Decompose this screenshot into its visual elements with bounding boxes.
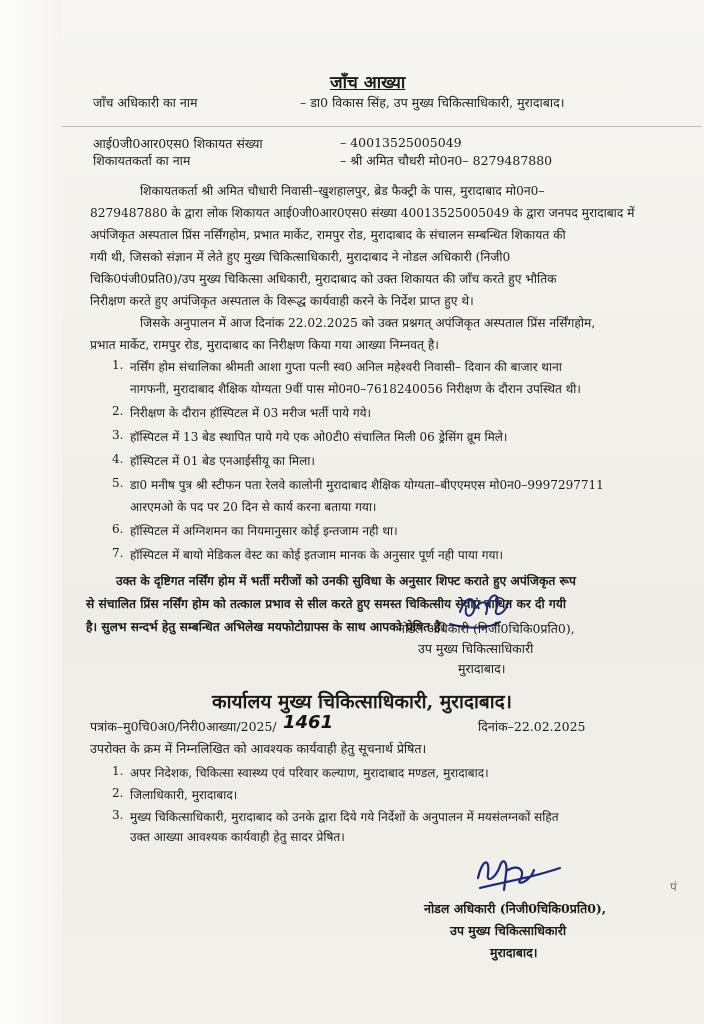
para-line: गयी थी, जिसको संज्ञान में लेते हुए मुख्य चिकित्साधिकारी, मुरादाबाद ने नोडल अधिकारी (निजी0 — [90, 250, 511, 264]
office-heading: कार्यालय मुख्य चिकित्साधिकारी, मुरादाबाद। — [212, 691, 512, 713]
recipient-1-num: 1. — [112, 764, 124, 778]
para-line: जिसके अनुपालन में आज दिनांक 22.02.2025 को उक्त प्रश्नगत् अपंजिकृत अस्पताल प्रिंस नर्सिंगहोम, — [140, 316, 596, 330]
signature2-line1: नोडल अधिकारी (निजी0चिकि0प्रति0), — [424, 901, 607, 916]
recipient-1: अपर निदेशक, चिकित्सा स्वास्थ्य एवं परिवार कल्याण, मुरादाबाद मण्डल, मुरादाबाद। — [130, 766, 489, 780]
complaint-no-value: – 40013525005049 — [340, 135, 462, 150]
finding-3: हॉस्पिटल में 13 बेड स्थापित पाये गये एक ओ0टी0 संचालित मिली 06 ड्रेसिंग व्रूम मिले। — [130, 430, 508, 444]
para-line: 8279487880 के द्वारा लोक शिकायत आई0जी0आर0एस0 संख्या 40013525005049 के द्वारा जनपद मुरादाबाद में — [90, 206, 635, 220]
recipient-3-num: 3. — [112, 808, 124, 822]
para-line: अपंजिकृत अस्पताल प्रिंस नर्सिंगहोम, प्रभात मार्केट, रामपुर रोड, मुरादाबाद के संचालन सम्बन्धित शिकायत की — [90, 228, 566, 242]
finding-4-num: 4. — [112, 452, 124, 466]
letter-date: दिनांक–22.02.2025 — [478, 719, 586, 734]
para-line: चिकि0पंजी0प्रति0)/उप मुख्य चिकित्सा अधिकारी, मुरादाबाद को उक्त शिकायत की जाँच करते हुए भौतिक — [90, 272, 557, 286]
recipient-2: जिलाधिकारी, मुरादाबाद। — [130, 788, 238, 802]
para-line: निरीक्षण करते हुए अपंजिकृत अस्पताल के विरूद्ध कार्यवाही करने के निर्देश प्राप्त हुए थे। — [90, 294, 474, 308]
complainant-label: शिकायतकर्ता का नाम — [93, 153, 191, 168]
complaint-no-label: आई0जी0आर0एस0 शिकायत संख्या — [93, 136, 263, 151]
finding-4: हॉस्पिटल में 01 बेड एनआईसीयू का मिला। — [130, 454, 315, 468]
forward-text: उपरोक्त के क्रम में निम्नलिखित को आवश्यक कार्यवाही हेतु सूचनार्थ प्रेषित। — [90, 741, 427, 756]
signature1-line3: मुरादाबाद। — [458, 661, 506, 676]
finding-1-line2: नागफनी, मुरादाबाद शैक्षिक योग्यता 9वीं पास मो0न0–7618240056 निरीक्षण के दौरान उपस्थित थी। — [130, 382, 581, 396]
signature1-line1: नोडल अधिकारी (निजी0चिकि0प्रति0), — [398, 621, 575, 636]
para-line: प्रभात मार्केट, रामपुर रोड, मुरादाबाद का निरीक्षण किया गया आख्या निम्नवत् है। — [90, 338, 439, 352]
recipient-2-num: 2. — [112, 786, 124, 800]
finding-5-num: 5. — [112, 476, 124, 490]
para-line: शिकायतकर्ता श्री अमित चौधारी निवासी–खुशहालपुर, ब्रेड फैक्ट्री के पास, मुरादाबाद मो0न0– — [140, 184, 545, 198]
letter-ref: पत्रांक–मु0चि0अ0/निरी0आख्या/2025/ — [90, 719, 277, 734]
para-line: उक्त के दृष्टिगत नर्सिंग होम में भर्ती मरीजों को उनकी सुविधा के अनुसार शिफ्ट कराते हुए अपंजिकृत रूप — [116, 574, 576, 588]
complainant-value: – श्री अमित चौधरी मो0न0– 8279487880 — [340, 153, 553, 168]
finding-7-num: 7. — [112, 546, 124, 560]
para-line: है। सुलभ सन्दर्भ हेतु सम्बन्धित अभिलेख मयफोटोग्राफ्स के साथ आपको प्रेषित है। — [86, 620, 446, 634]
divider — [62, 126, 702, 127]
signature1-line2: उप मुख्य चिकित्साधिकारी — [418, 641, 534, 656]
finding-5-line2: आरएमओ के पद पर 20 दिन से कार्य करना बताया गया। — [130, 500, 377, 514]
letter-ref-handwritten: 1461 — [283, 712, 334, 733]
inspection-paragraph — [90, 312, 650, 356]
finding-6-num: 6. — [112, 522, 124, 536]
finding-5-line1: डा0 मनीष पुत्र श्री स्टीफन पता रेलवे कालोनी मुरादाबाद शैक्षिक योग्यता–बीएएमएस मो0न0–9997297711 — [130, 478, 604, 492]
recipient-3-line1: मुख्य चिकित्साधिकारी, मुरादाबाद को उनके द्वारा दिये गये निर्देशों के अनुपालन में मयसंलग्नकों सहित — [130, 810, 559, 824]
report-title: जाँच आख्या — [330, 73, 406, 93]
finding-6: हॉस्पिटल में अग्निशमन का नियमानुसार कोई इन्तजाम नही था। — [130, 524, 398, 538]
finding-2: निरीक्षण के दौरान हॉस्पिटल में 03 मरीज भर्ती पाये गये। — [130, 406, 372, 420]
officer-label: जाँच अधिकारी का नाम — [93, 95, 198, 110]
complaint-paragraph — [90, 180, 650, 312]
signature2-line3: मुरादाबाद। — [490, 945, 538, 960]
recipient-3-line2: उक्त आख्या आवश्यक कार्यवाही हेतु सादर प्रेषित। — [130, 830, 345, 844]
signature2-line2: उप मुख्य चिकित्साधिकारी — [450, 923, 567, 938]
finding-1-num: 1. — [112, 358, 124, 372]
page-edge — [0, 0, 62, 1024]
officer-value: – डा0 विकास सिंह, उप मुख्य चिकित्साधिकारी, मुरादाबाद। — [300, 95, 565, 110]
signature-image-2 — [460, 848, 570, 902]
margin-mark: पं — [670, 880, 677, 894]
finding-3-num: 3. — [112, 428, 124, 442]
finding-7: हॉस्पिटल में बायो मेडिकल वेस्ट का कोई इतजाम मानक के अनुसार पूर्ण नही पाया गया। — [130, 548, 504, 562]
para-line: से संचालित प्रिंस नर्सिंग होम को तत्काल प्रभाव से सील करते हुए समस्त चिकित्सीय सेवाएं बाधित कर दी गयी — [86, 597, 567, 611]
finding-1-line1: नर्सिंग होम संचालिका श्रीमती आशा गुप्ता पत्नी स्व0 अनिल महेश्वरी निवासी– दिवान की बाजार थाना — [130, 360, 562, 374]
finding-2-num: 2. — [112, 404, 124, 418]
